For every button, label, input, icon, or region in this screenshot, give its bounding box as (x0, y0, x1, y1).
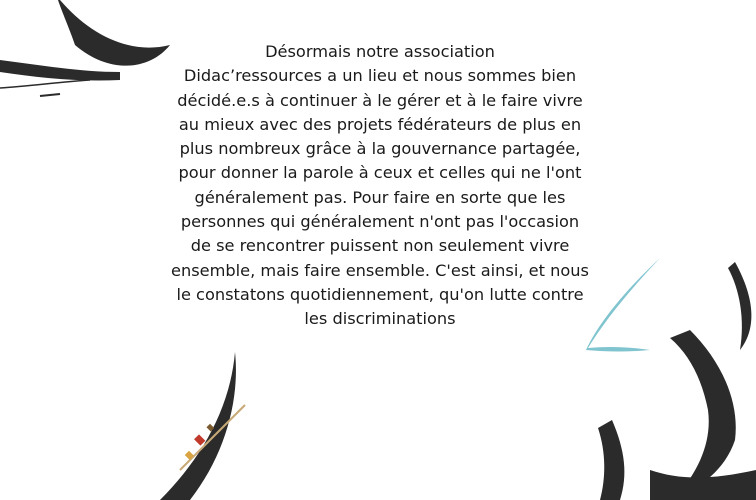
paragraph-line: généralement pas. Pour faire en sorte que les (194, 187, 566, 207)
paragraph-line: décidé.e.s à continuer à le gérer et à le faire vivre (177, 90, 583, 110)
paragraph-line: personnes qui généralement n'ont pas l'occasion (180, 212, 580, 232)
paragraph-line: pour donner la parole à ceux et celles qui ne l'ont (178, 163, 582, 183)
paragraph-line: au mieux avec des projets fédérateurs de plus en (178, 114, 582, 134)
paragraph-line: ensemble, mais faire ensemble. C'est ainsi, et nous (171, 260, 589, 280)
calligraphy-stroke-right (586, 258, 756, 500)
calligraphy-stroke-top-left (0, 0, 170, 96)
paragraph-line: Didac’ressources a un lieu et nous sommes bien (183, 66, 577, 86)
paragraph-line: Désormais notre association (265, 42, 495, 61)
calligraphy-stroke-bottom-left (160, 352, 245, 500)
association-paragraph (150, 40, 610, 332)
paragraph-line: le constatons quotidiennement, qu'on lutte contre (176, 284, 584, 304)
paragraph-line: plus nombreux grâce à la gouvernance partagée, (179, 139, 581, 159)
paragraph-line: de se rencontrer puissent non seulement vivre (190, 236, 570, 256)
paragraph-line: les discriminations (304, 309, 456, 329)
